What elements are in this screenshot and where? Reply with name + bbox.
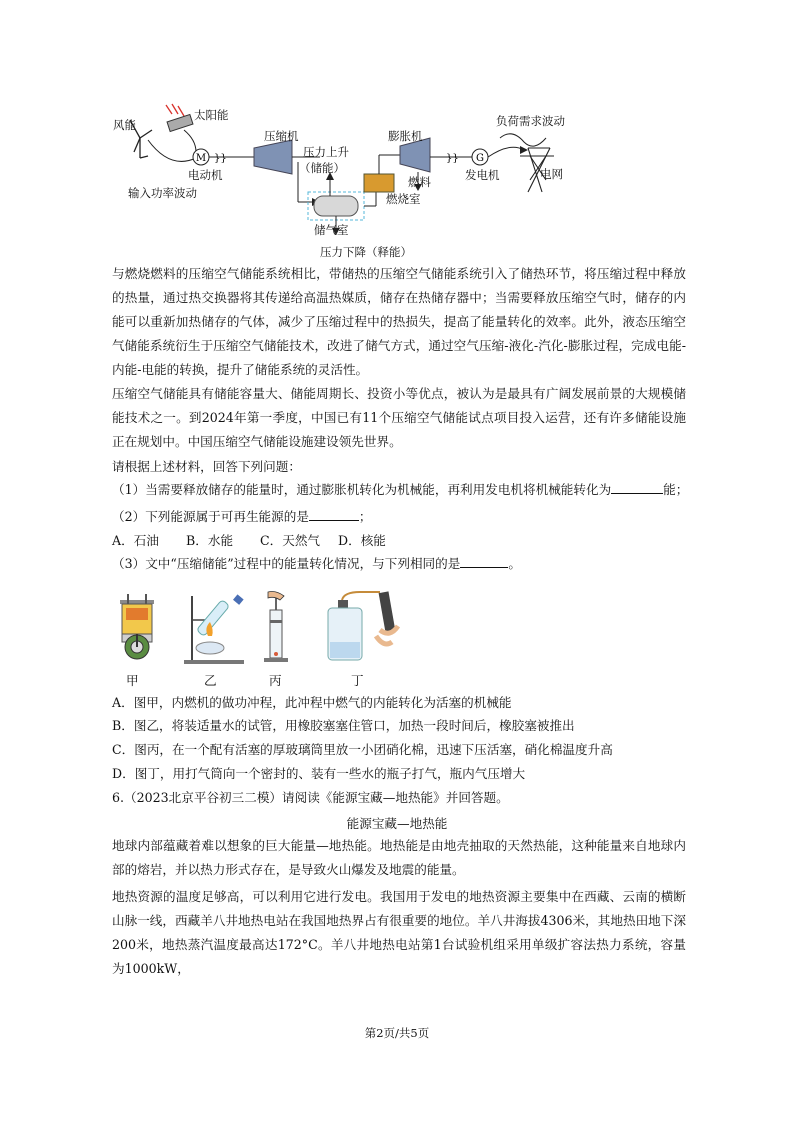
fuel-label: 燃料 — [408, 175, 431, 189]
storage-label: （储能） — [299, 161, 345, 175]
article-paragraph-1: 地球内部蕴藏着难以想象的巨大能量—地热能。地热能是由地壳抽取的天然热能，这种能量来自地球内部的熔岩，并以热力形式存在，是导致火山爆发及地震的能量。 — [112, 838, 686, 877]
question-1-text: （1）当需要释放储存的能量时，通过膨胀机转化为机械能，再利用发电机将机械能转化为 — [112, 482, 612, 497]
option-2b: B．水能 — [186, 533, 234, 548]
expander-label: 膨胀机 — [388, 129, 423, 143]
air-chamber-label: 储气室 — [314, 223, 349, 237]
compressor-label: 压缩机 — [264, 129, 299, 143]
question-2-text: （2）下列能源属于可再生能源的是 — [112, 509, 309, 524]
figure-label-bing: 丙 — [269, 673, 282, 688]
question-3-text: （3）文中“压缩储能”过程中的能量转化情况，与下列相同的是 — [112, 556, 461, 571]
question-2-tail: ； — [358, 509, 372, 524]
question-2 — [112, 507, 702, 527]
generator-symbol: G — [476, 153, 484, 164]
solar-panel-icon — [166, 104, 193, 131]
input-fluctuation-label: 输入功率波动 — [128, 186, 197, 200]
load-demand-label: 负荷需求波动 — [496, 114, 565, 128]
answer-blank-2[interactable] — [309, 508, 359, 521]
option-2c: C．天然气 — [260, 533, 321, 548]
shaft-symbol: }} — [214, 153, 227, 164]
combustion-chamber-shape — [364, 174, 394, 192]
option-3c: C．图丙，在一个配有活塞的厚玻璃筒里放一小团硝化棉，迅速下压活塞，硝化棉温度升高 — [112, 742, 613, 757]
combustion-label: 燃烧室 — [386, 192, 421, 206]
question-1-tail: 能； — [663, 482, 689, 497]
option-3d: D．图丁，用打气筒向一个密封的、装有一些水的瓶子打气，瓶内气压增大 — [112, 766, 526, 781]
question-3 — [112, 554, 702, 574]
answer-blank-3[interactable] — [460, 555, 508, 568]
motor-label: 电动机 — [188, 168, 223, 182]
figure-bing-piston — [258, 590, 294, 665]
figure-yi-test-tube — [178, 590, 250, 665]
answer-blank-1[interactable] — [611, 481, 663, 494]
generator-label: 发电机 — [465, 168, 500, 182]
question-6-header: 6.（2023北京平谷初三二模）请阅读《能源宝藏—地热能》并回答题。 — [112, 790, 509, 805]
option-2a: A．石油 — [112, 533, 159, 548]
grid-label: 电网 — [540, 167, 563, 181]
question-3-tail: 。 — [508, 556, 521, 571]
option-2d: D．核能 — [338, 533, 386, 548]
solar-label: 太阳能 — [194, 108, 229, 122]
motor-symbol: M — [195, 153, 207, 164]
figure-jia-engine — [112, 592, 162, 662]
figure-ding-pump-bottle — [320, 586, 410, 666]
air-tank-shape — [314, 196, 358, 216]
wind-label: 风能 — [113, 118, 136, 132]
figure-label-jia: 甲 — [126, 673, 139, 688]
compressor-shape — [254, 140, 292, 174]
article-title: 能源宝藏—地热能 — [346, 816, 448, 831]
question-1 — [112, 480, 702, 500]
figure-label-ding: 丁 — [351, 673, 364, 688]
paragraph-caes-advantages: 压缩空气储能具有储能容量大、储能周期长、投资小等优点，被认为是最具有广阔发展前景的大规模储能技术之一。到2024年第一季度，中国已有11个压缩空气储能试点项目投入运营，还有许多储能设施正在规划中。中国压缩空气储能设施建设领先世界。 — [112, 386, 686, 449]
pressure-down-label: 压力下降（释能） — [320, 245, 412, 259]
option-3b: B．图乙，将装适量水的试管，用橡胶塞塞住管口，加热一段时间后，橡胶塞被推出 — [112, 718, 575, 733]
shaft-symbol-2: }} — [446, 153, 459, 164]
option-3a: A．图甲，内燃机的做功冲程，此冲程中燃气的内能转化为活塞的机械能 — [112, 695, 512, 710]
page-footer: 第2页/共5页 — [364, 1026, 430, 1040]
pressure-up-label: 压力上升 — [303, 145, 349, 159]
figure-label-yi: 乙 — [204, 673, 217, 688]
question-prompt: 请根据上述材料，回答下列问题： — [112, 459, 301, 474]
paragraph-thermal-storage: 与燃烧燃料的压缩空气储能系统相比，带储热的压缩空气储能系统引入了储热环节，将压缩过程中释放的热量，通过热交换器将其传递给高温热媒质，储存在热储存器中；当需要释放压缩空气时，储存的内能可以重新加热储存的气体，减少了压缩过程中的热损失，提高了能量转化的效率。此外，液态压缩空气储能系统衍生于压缩空气储能技术，改进了储气方式，通过空气压缩-液化-汽化-膨胀过程，完成电能-内能-电能的转换，提升了储能系统的灵活性。 — [112, 266, 686, 377]
article-paragraph-2: 地热资源的温度足够高，可以利用它进行发电。我国用于发电的地热资源主要集中在西藏、云南的横断山脉一线，西藏羊八井地热电站在我国地热界占有很重要的地位。羊八井海拔4306米，其地热田地下深200米，地热蒸汽温度最高达172°C。羊八井地热电站第1台试验机组采用单级扩容法热力系统，容量为1000kW， — [112, 889, 686, 976]
